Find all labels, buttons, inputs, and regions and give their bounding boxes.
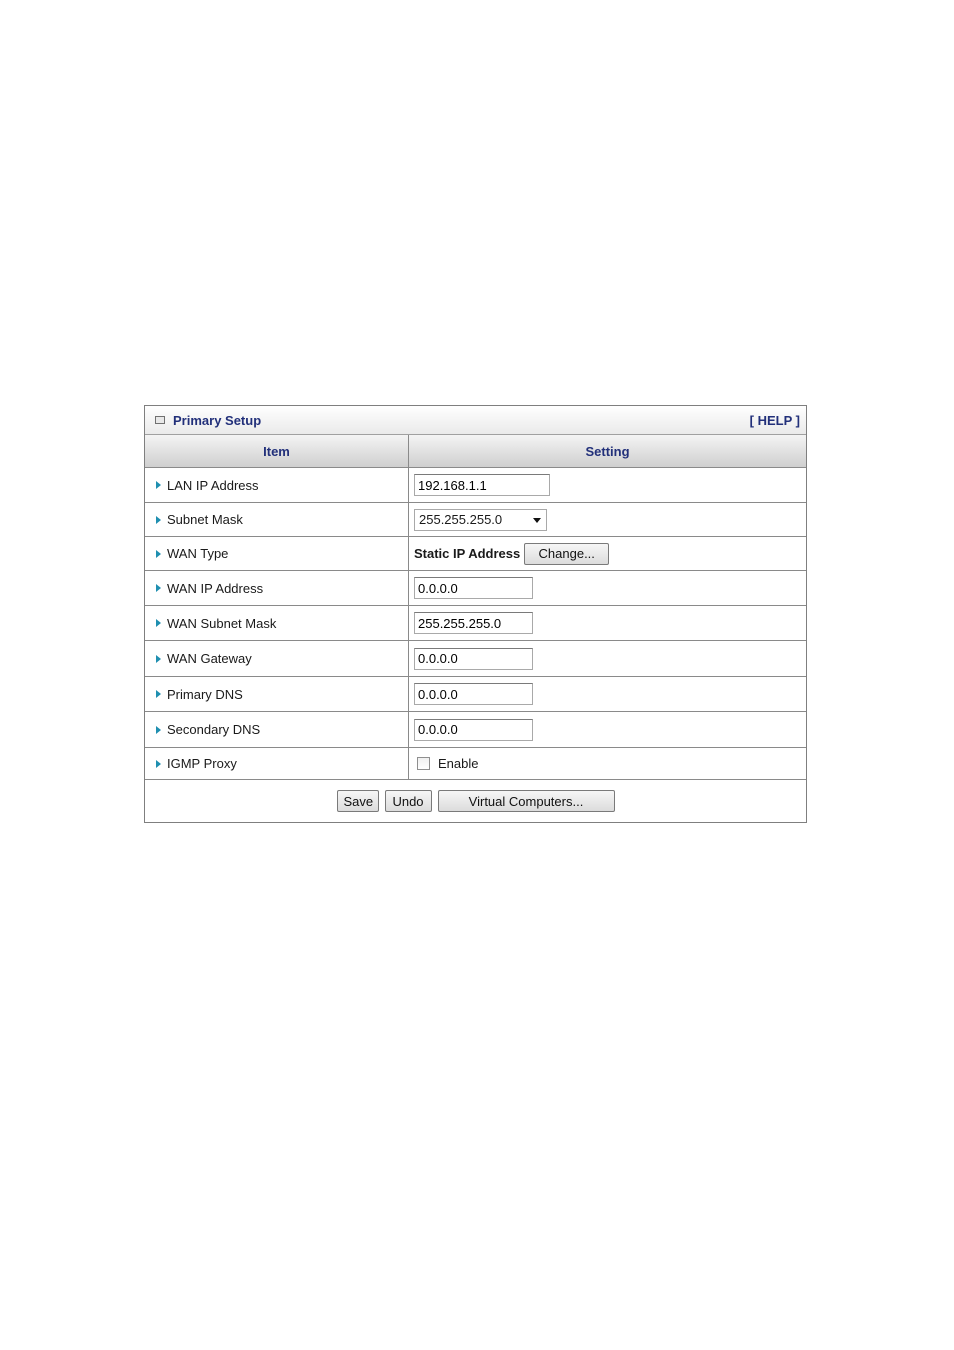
save-button[interactable]: Save — [337, 790, 379, 812]
row-label-cell — [145, 606, 409, 640]
triangle-right-icon — [156, 760, 161, 768]
row-setting-cell — [409, 503, 806, 536]
triangle-right-icon — [156, 690, 161, 698]
row-setting-cell — [409, 537, 806, 570]
wan-type-value: Static IP Address — [414, 546, 521, 561]
subnet-mask-select[interactable] — [414, 509, 547, 531]
lan-ip-input[interactable] — [414, 474, 550, 496]
secondary-dns-label: Secondary DNS — [167, 722, 261, 737]
wan-ip-input[interactable] — [414, 577, 533, 599]
table-row — [145, 606, 806, 641]
row-label-cell — [145, 641, 409, 676]
panel-title: Primary Setup — [173, 412, 262, 428]
table-row — [145, 503, 806, 537]
header-setting: Setting — [585, 443, 630, 459]
table-row — [145, 537, 806, 571]
primary-dns-input[interactable] — [414, 683, 533, 705]
triangle-right-icon — [156, 516, 161, 524]
wan-gateway-input[interactable] — [414, 648, 533, 670]
header-item: Item — [145, 435, 409, 467]
table-row — [145, 641, 806, 677]
row-label-cell — [145, 571, 409, 605]
wan-subnet-mask-input[interactable] — [414, 612, 533, 634]
lan-ip-label: LAN IP Address — [167, 477, 259, 493]
row-setting-cell — [409, 641, 806, 676]
panel-title-bar — [145, 406, 806, 435]
row-setting-cell — [409, 468, 806, 502]
row-setting-cell — [409, 606, 806, 640]
primary-setup-panel — [144, 405, 807, 823]
row-setting-cell — [409, 748, 806, 779]
help-link[interactable]: [ HELP ] — [749, 412, 800, 428]
table-row — [145, 712, 806, 748]
row-label-cell — [145, 677, 409, 711]
triangle-right-icon — [156, 726, 161, 734]
triangle-right-icon — [156, 619, 161, 627]
triangle-right-icon — [156, 481, 161, 489]
triangle-right-icon — [156, 584, 161, 592]
subnet-mask-selected-value: 255.255.255.0 — [419, 512, 503, 527]
wan-type-label: WAN Type — [167, 546, 229, 561]
row-label-cell — [145, 748, 409, 779]
primary-dns-label: Primary DNS — [167, 686, 243, 702]
table-row — [145, 468, 806, 503]
igmp-proxy-label: IGMP Proxy — [167, 756, 237, 771]
chevron-down-icon — [533, 518, 541, 523]
subnet-mask-label: Subnet Mask — [167, 512, 243, 527]
action-bar — [145, 780, 806, 822]
igmp-proxy-checkbox[interactable] — [417, 757, 430, 770]
row-setting-cell — [409, 677, 806, 711]
wan-gateway-label: WAN Gateway — [167, 651, 252, 666]
wan-ip-label: WAN IP Address — [167, 580, 264, 596]
triangle-right-icon — [156, 655, 161, 663]
row-label-cell — [145, 712, 409, 747]
window-icon — [155, 416, 165, 424]
row-label-cell — [145, 537, 409, 570]
wan-subnet-mask-label: WAN Subnet Mask — [167, 615, 277, 631]
virtual-computers-button[interactable]: Virtual Computers... — [438, 790, 615, 812]
triangle-right-icon — [156, 550, 161, 558]
igmp-proxy-enable-label: Enable — [438, 756, 479, 771]
row-label-cell — [145, 468, 409, 502]
secondary-dns-input[interactable] — [414, 719, 533, 741]
row-setting-cell — [409, 571, 806, 605]
undo-button[interactable]: Undo — [385, 790, 432, 812]
row-setting-cell — [409, 712, 806, 747]
table-header — [145, 435, 806, 468]
change-wan-type-button[interactable]: Change... — [524, 543, 609, 565]
table-row — [145, 571, 806, 606]
row-label-cell — [145, 503, 409, 536]
table-row — [145, 677, 806, 712]
table-row — [145, 748, 806, 780]
